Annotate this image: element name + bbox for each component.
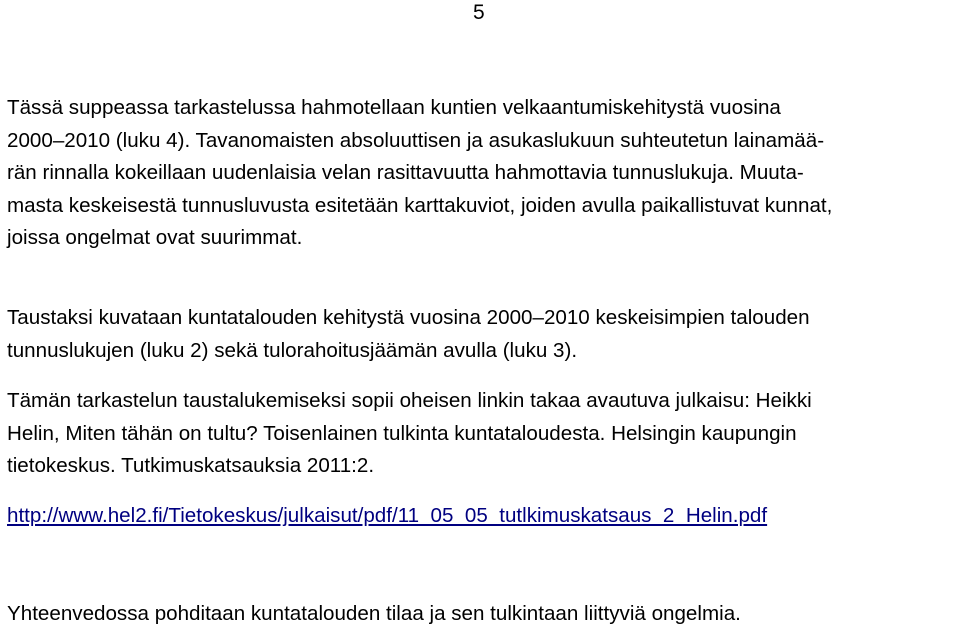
summary-line: Yhteenvedossa pohditaan kuntatalouden tilaa ja sen tulkintaan liittyviä ongelmia. [7,602,741,625]
summary-paragraph [7,598,960,631]
publication-link[interactable]: http://www.hel2.fi/Tietokeskus/julkaisut/pdf/11_05_05_tutlkimuskatsaus_2_Helin.pdf [7,504,768,527]
link-paragraph [7,500,960,533]
reference-line: tietokeskus. Tutkimuskatsauksia 2011:2. [7,454,375,478]
intro-paragraph [7,92,960,255]
reference-line: Tämän tarkastelun taustalukemiseksi sopii oheisen linkin takaa avautuva julkaisu: Heikki [7,389,812,412]
reference-line: Helin, Miten tähän on tultu? Toisenlainen tulkinta kuntataloudesta. Helsingin kaupungin [7,421,797,445]
background-paragraph [7,302,960,367]
reference-paragraph [7,385,960,483]
intro-line: rän rinnalla kokeillaan uudenlaisia velan rasittavuutta hahmottavia tunnuslukuja. Muuta- [7,161,804,185]
intro-line: Tässä suppeassa tarkastelussa hahmotellaan kuntien velkaantumiskehitystä vuosina [7,96,781,119]
intro-line: joissa ongelmat ovat suurimmat. [7,226,303,250]
page-number: 5 [473,1,485,24]
intro-line: masta keskeisestä tunnusluvusta esitetään karttakuviot, joiden avulla paikallistuvat kunnat, [7,193,833,217]
background-line: Taustaksi kuvataan kuntatalouden kehitystä vuosina 2000–2010 keskeisimpien talouden [7,306,810,329]
intro-line: 2000–2010 (luku 4). Tavanomaisten absoluuttisen ja asukaslukuun suhteutetun lainamää- [7,128,825,152]
background-line: tunnuslukujen (luku 2) sekä tulorahoitusjäämän avulla (luku 3). [7,338,578,362]
